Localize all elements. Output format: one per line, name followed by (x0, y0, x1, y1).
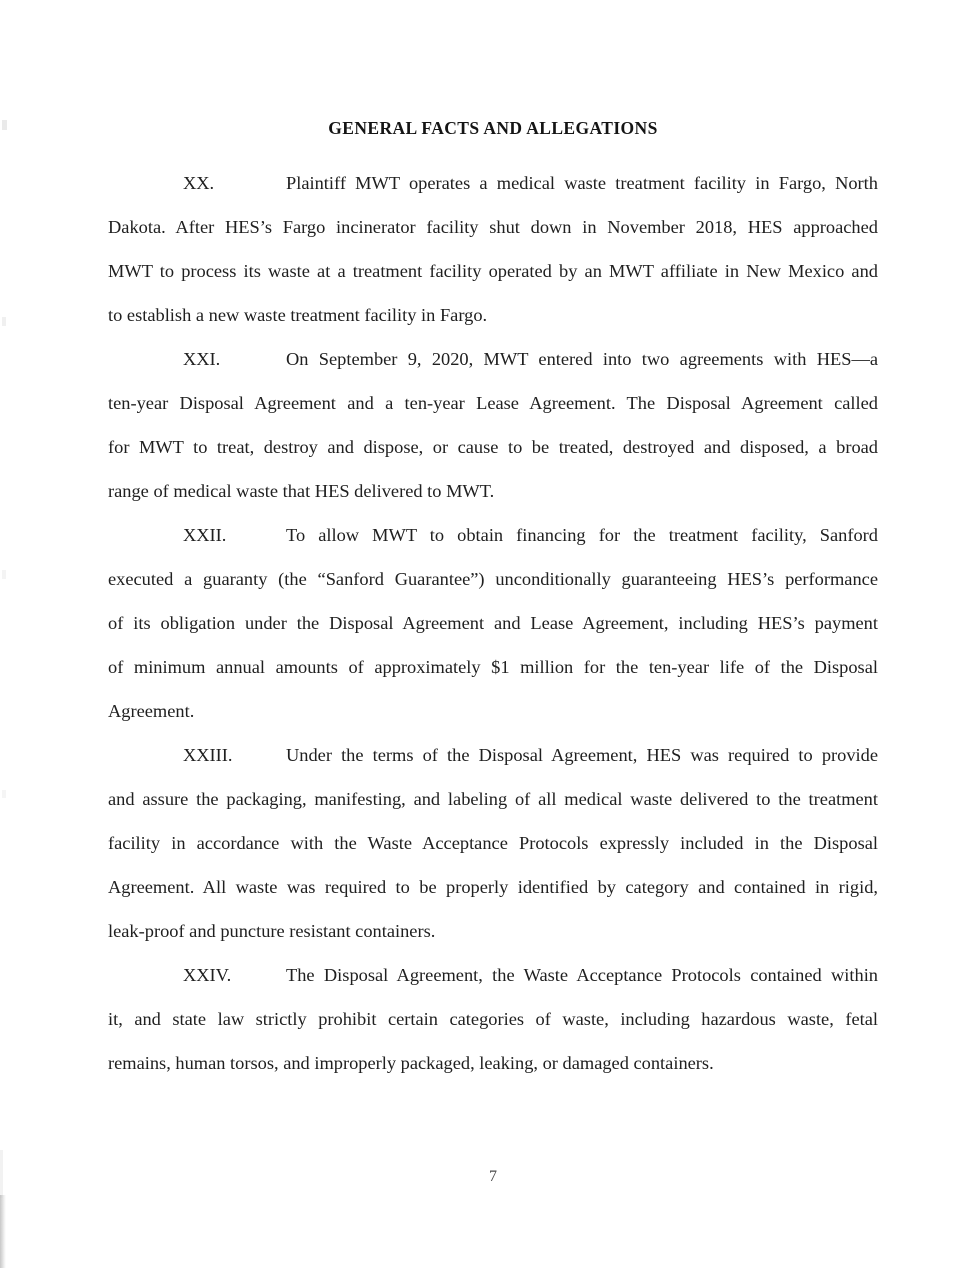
page-number: 7 (489, 1168, 497, 1185)
paragraph-line (108, 997, 878, 1041)
paragraph-numeral: XXI. (183, 349, 221, 369)
numbered-paragraph-xx (108, 161, 878, 337)
paragraph-line (108, 161, 878, 205)
scan-edge-artifact (0, 1150, 3, 1198)
paragraph-line (108, 1041, 878, 1085)
paragraph-numeral: XXII. (183, 525, 227, 545)
paragraph-line-text: remains, human torsos, and improperly packaged, leaking, or damaged containers. (108, 1053, 714, 1073)
paragraph-line-text: range of medical waste that HES delivered to MWT. (108, 481, 495, 501)
paragraph-line (108, 865, 878, 909)
paragraph-line-text: Dakota. After HES’s Fargo incinerator facility shut down in November 2018, HES approached (108, 217, 878, 237)
numbered-paragraph-xxii (108, 513, 878, 733)
paragraph-line (108, 777, 878, 821)
scan-edge-artifact (2, 790, 6, 798)
paragraph-line (108, 337, 878, 381)
paragraph-line-text: executed a guaranty (the “Sanford Guarantee”) unconditionally guaranteeing HES’s performance (108, 569, 878, 589)
paragraph-line (108, 689, 878, 733)
paragraph-line-text: Agreement. (108, 701, 195, 721)
scan-edge-artifact (0, 1195, 6, 1268)
paragraph-line (108, 381, 878, 425)
scan-edge-artifact (2, 570, 6, 579)
paragraph-line (108, 205, 878, 249)
paragraph-line (108, 425, 878, 469)
paragraph-line-text: it, and state law strictly prohibit certain categories of waste, including hazardous waste, fetal (108, 1009, 878, 1029)
numbered-paragraph-xxiv (108, 953, 878, 1085)
paragraph-numeral: XXIII. (183, 745, 233, 765)
paragraph-line (108, 733, 878, 777)
paragraph-line (108, 293, 878, 337)
paragraph-line-text: leak-proof and puncture resistant containers. (108, 921, 436, 941)
paragraph-line-text: for MWT to treat, destroy and dispose, or cause to be treated, destroyed and disposed, a broad (108, 437, 878, 457)
paragraph-line-text: To allow MWT to obtain financing for the treatment facility, Sanford (286, 525, 878, 545)
paragraph-line (108, 557, 878, 601)
scan-edge-artifact (2, 317, 6, 326)
paragraph-line-text: On September 9, 2020, MWT entered into two agreements with HES—a (286, 349, 878, 369)
paragraph-line (108, 953, 878, 997)
paragraph-line (108, 469, 878, 513)
paragraph-numeral: XXIV. (183, 965, 232, 985)
paragraph-line-text: and assure the packaging, manifesting, and labeling of all medical waste delivered to the treatment (108, 789, 878, 809)
paragraph-line-text: MWT to process its waste at a treatment facility operated by an MWT affiliate in New Mexico and (108, 261, 878, 281)
paragraph-line-text: facility in accordance with the Waste Acceptance Protocols expressly included in the Disposal (108, 833, 878, 853)
paragraph-line-text: to establish a new waste treatment facility in Fargo. (108, 305, 488, 325)
paragraph-line (108, 645, 878, 689)
paragraph-line-text: of its obligation under the Disposal Agreement and Lease Agreement, including HES’s payment (108, 613, 878, 633)
paragraph-line (108, 513, 878, 557)
numbered-paragraph-xxi (108, 337, 878, 513)
paragraph-line-text: Under the terms of the Disposal Agreement, HES was required to provide (286, 745, 878, 765)
paragraph-line-text: Agreement. All waste was required to be properly identified by category and contained in rigid, (108, 877, 878, 897)
paragraph-line-text: The Disposal Agreement, the Waste Acceptance Protocols contained within (286, 965, 878, 985)
paragraph-line-text: of minimum annual amounts of approximately $1 million for the ten-year life of the Disposal (108, 657, 878, 677)
paragraph-numeral: XX. (183, 173, 215, 193)
paragraph-line (108, 909, 878, 953)
paragraph-line (108, 601, 878, 645)
paragraph-line (108, 249, 878, 293)
paragraph-line (108, 821, 878, 865)
numbered-paragraph-xxiii (108, 733, 878, 953)
scan-edge-artifact (2, 120, 7, 130)
paragraph-line-text: ten-year Disposal Agreement and a ten-year Lease Agreement. The Disposal Agreement called (108, 393, 878, 413)
paragraph-line-text: Plaintiff MWT operates a medical waste treatment facility in Fargo, North (286, 173, 878, 193)
section-heading: GENERAL FACTS AND ALLEGATIONS (328, 118, 658, 138)
